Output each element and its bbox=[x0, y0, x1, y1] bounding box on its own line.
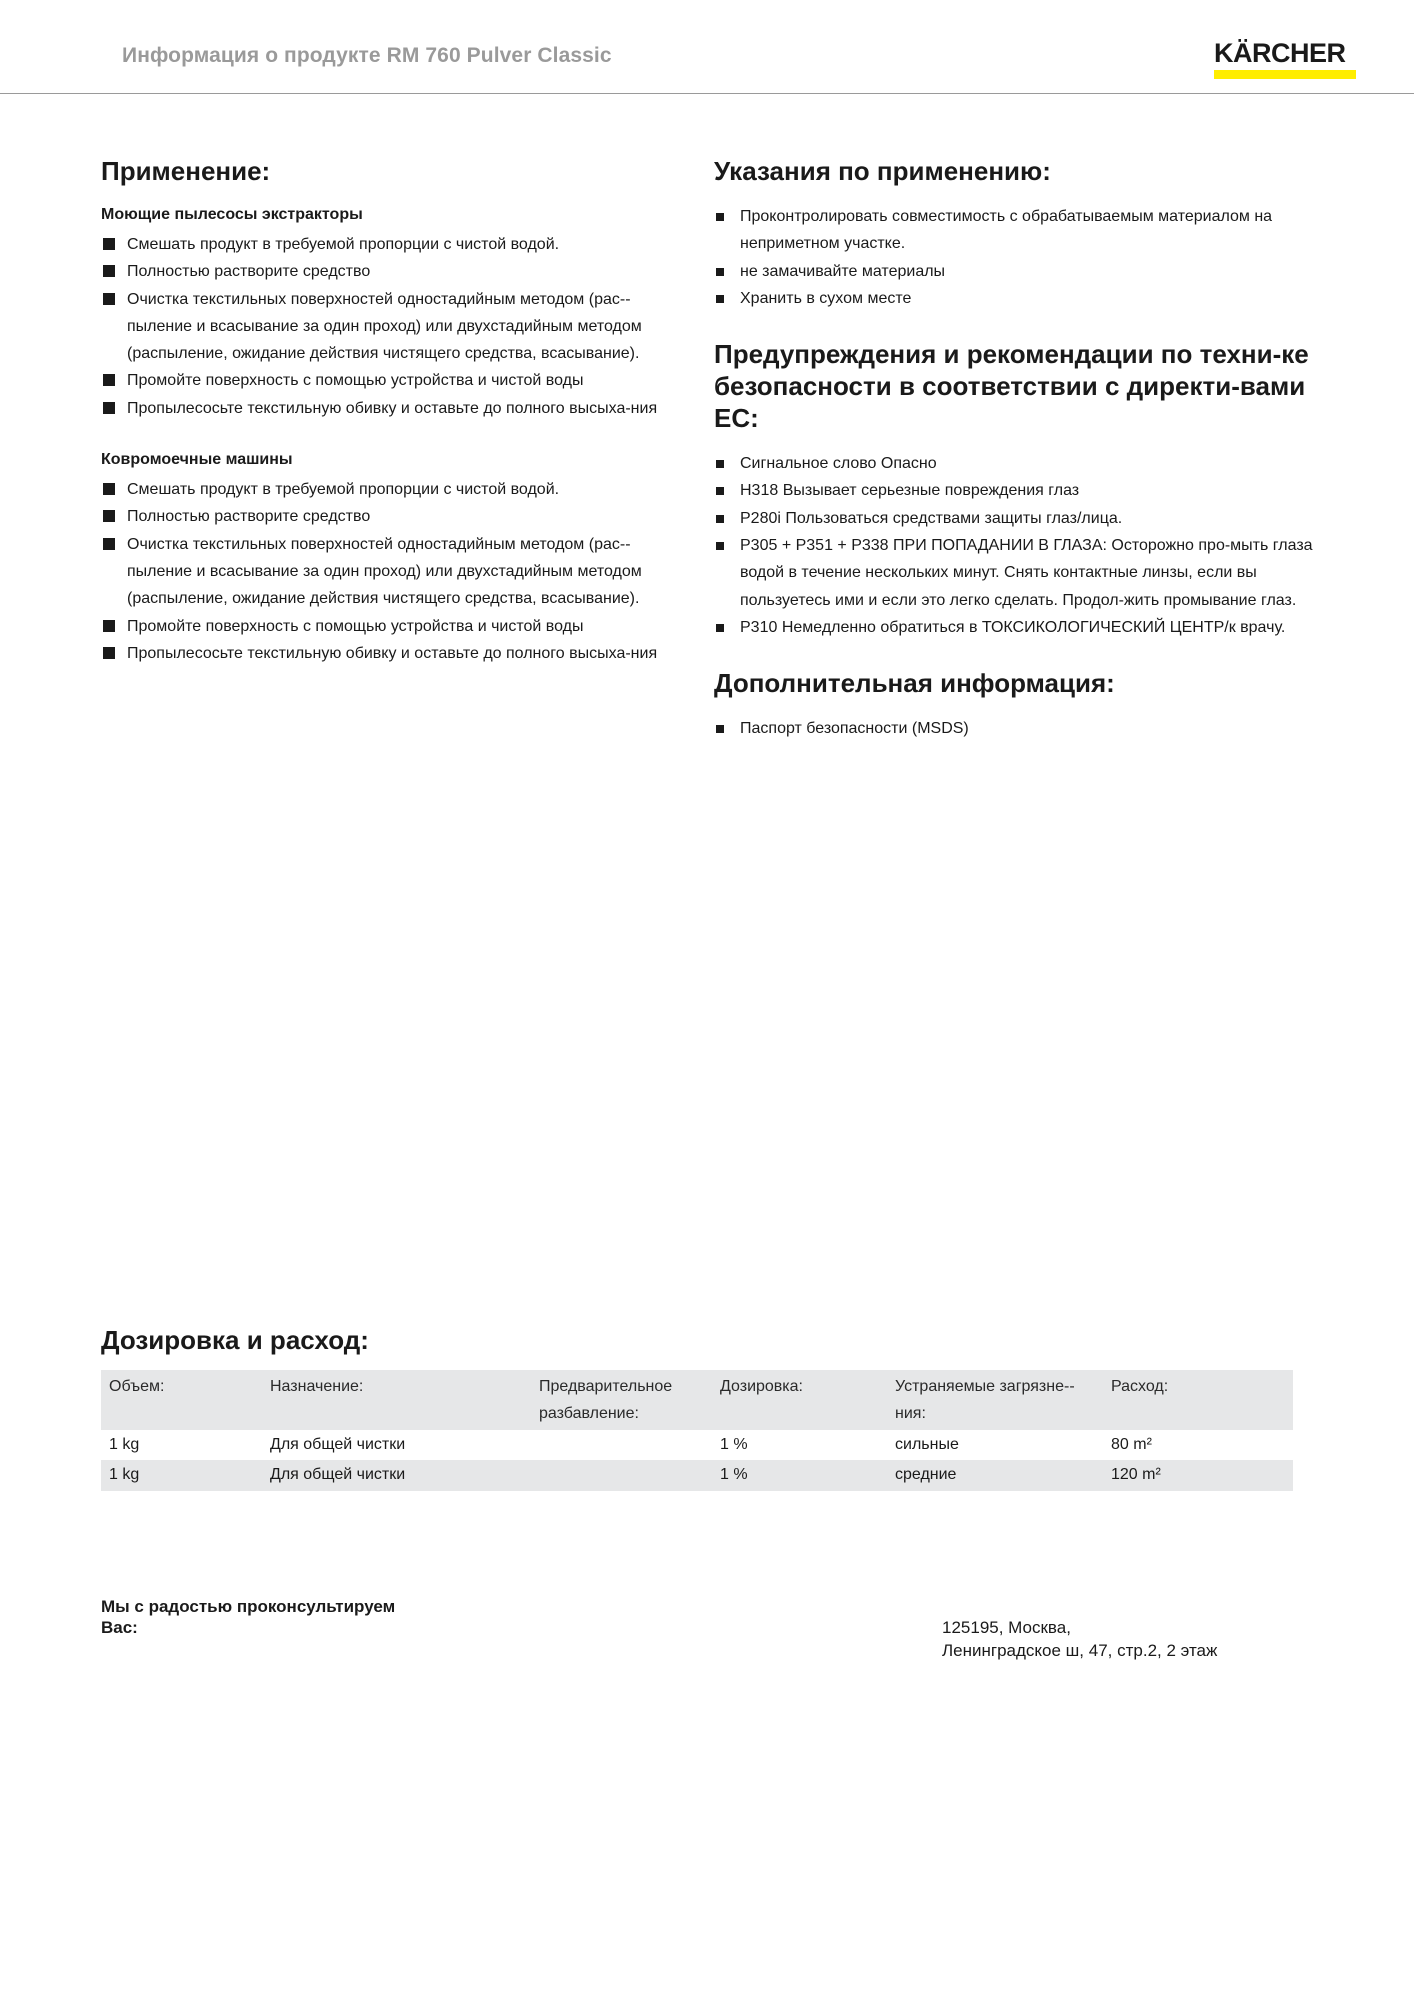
karcher-logo bbox=[1214, 38, 1356, 79]
table-cell: 1 % bbox=[712, 1460, 887, 1491]
additional-info-heading: Дополнительная информация: bbox=[714, 668, 1115, 699]
list-item: Паспорт безопасности (MSDS) bbox=[714, 715, 1314, 742]
group-subtitle: Моющие пылесосы экстракторы bbox=[101, 206, 363, 223]
table-cell bbox=[531, 1460, 712, 1491]
list-item: Промойте поверхность с помощью устройства и чистой воды bbox=[101, 367, 681, 394]
list-item: Очистка текстильных поверхностей одностадийным методом (рас-пыление и всасывание за один проход) или двухстадийным методом (распыление, ожидание действия чистящего средства, всасывание). bbox=[101, 286, 681, 368]
address-line: 125195, Москва, bbox=[942, 1618, 1071, 1637]
safety-heading: Предупреждения и рекомендации по техни-ке безопасности в соответствии с директи-вами ЕС: bbox=[714, 339, 1309, 434]
list-item: Полностью растворите средство bbox=[101, 258, 681, 285]
table-cell bbox=[531, 1430, 712, 1461]
application-section bbox=[101, 155, 681, 667]
list-item: не замачивайте материалы bbox=[714, 258, 1314, 285]
list-item: Смешать продукт в требуемой пропорции с чистой водой. bbox=[101, 476, 681, 503]
table-cell: 1 % bbox=[720, 1435, 748, 1453]
list-item: P305 + P351 + P338 ПРИ ПОПАДАНИИ В ГЛАЗА: Осторожно про-мыть глаза водой в течение нескольких минут. Снять контактные линзы, если вы пользуетесь ими и если это легко сделать. Продол-жить промывание глаз. bbox=[714, 532, 1314, 614]
logo-text: KÄRCHER bbox=[1214, 38, 1346, 68]
table-cell: 1 kg bbox=[109, 1435, 140, 1453]
table-row bbox=[101, 1460, 1293, 1491]
list-item: H318 Вызывает серьезные повреждения глаз bbox=[714, 477, 1314, 504]
application-heading: Применение: bbox=[101, 156, 271, 186]
table-cell: 80 m² bbox=[1111, 1435, 1152, 1453]
table-cell: средние bbox=[887, 1460, 1103, 1491]
usage-notes-heading: Указания по применению: bbox=[714, 156, 1051, 186]
application-list-extractors bbox=[101, 231, 681, 422]
table-cell: сильные bbox=[895, 1435, 959, 1453]
list-item: P310 Немедленно обратиться в ТОКСИКОЛОГИЧЕСКИЙ ЦЕНТР/к врачу. bbox=[714, 614, 1314, 641]
logo-yellow-bar bbox=[1214, 70, 1356, 79]
table-row bbox=[101, 1430, 1293, 1461]
column-header: Предварительное разбавление: bbox=[531, 1370, 712, 1430]
column-header: Дозировка: bbox=[712, 1370, 887, 1430]
list-item: Проконтролировать совместимость с обрабатываемым материалом на неприметном участке. bbox=[714, 203, 1314, 258]
table-cell: 120 m² bbox=[1103, 1460, 1293, 1491]
header-divider bbox=[0, 93, 1414, 94]
dosage-heading: Дозировка и расход: bbox=[101, 1325, 369, 1355]
list-item: Хранить в сухом месте bbox=[714, 285, 1314, 312]
table-header-row bbox=[101, 1370, 1293, 1430]
list-item: Пропылесосьте текстильную обивку и оставьте до полного высыха-ния bbox=[101, 395, 681, 422]
list-item: Промойте поверхность с помощью устройства и чистой воды bbox=[101, 613, 681, 640]
table-cell: Для общей чистки bbox=[270, 1435, 406, 1453]
notes-column bbox=[714, 155, 1314, 743]
list-item: P280i Пользоваться средствами защиты глаз/лица. bbox=[714, 505, 1314, 532]
address-block bbox=[942, 1616, 1217, 1662]
application-list-carpet-washers bbox=[101, 476, 681, 667]
additional-info-list bbox=[714, 715, 1314, 742]
column-header: Назначение: bbox=[262, 1370, 531, 1430]
column-header: Устраняемые загрязне-ния: bbox=[887, 1370, 1103, 1430]
contact-heading: Мы с радостью проконсультируем Вас: bbox=[101, 1597, 396, 1637]
column-header: Объем: bbox=[101, 1370, 262, 1430]
list-item: Сигнальное слово Опасно bbox=[714, 450, 1314, 477]
list-item: Очистка текстильных поверхностей одностадийным методом (рас-пыление и всасывание за один проход) или двухстадийным методом (распыление, ожидание действия чистящего средства, всасывание). bbox=[101, 531, 681, 613]
group-subtitle: Ковромоечные машины bbox=[101, 451, 293, 469]
table-cell: Для общей чистки bbox=[262, 1460, 531, 1491]
dosage-table bbox=[101, 1370, 1293, 1491]
safety-list bbox=[714, 450, 1314, 641]
list-item: Смешать продукт в требуемой пропорции с чистой водой. bbox=[101, 231, 681, 258]
page-title: Информация о продукте RM 760 Pulver Classic bbox=[122, 44, 612, 67]
address-line: Ленинградское ш, 47, стр.2, 2 этаж bbox=[942, 1641, 1218, 1660]
list-item: Полностью растворите средство bbox=[101, 503, 681, 530]
column-header: Расход: bbox=[1103, 1370, 1293, 1430]
list-item: Пропылесосьте текстильную обивку и оставьте до полного высыха-ния bbox=[101, 640, 681, 667]
usage-notes-list bbox=[714, 203, 1314, 312]
table-cell: 1 kg bbox=[101, 1460, 262, 1491]
